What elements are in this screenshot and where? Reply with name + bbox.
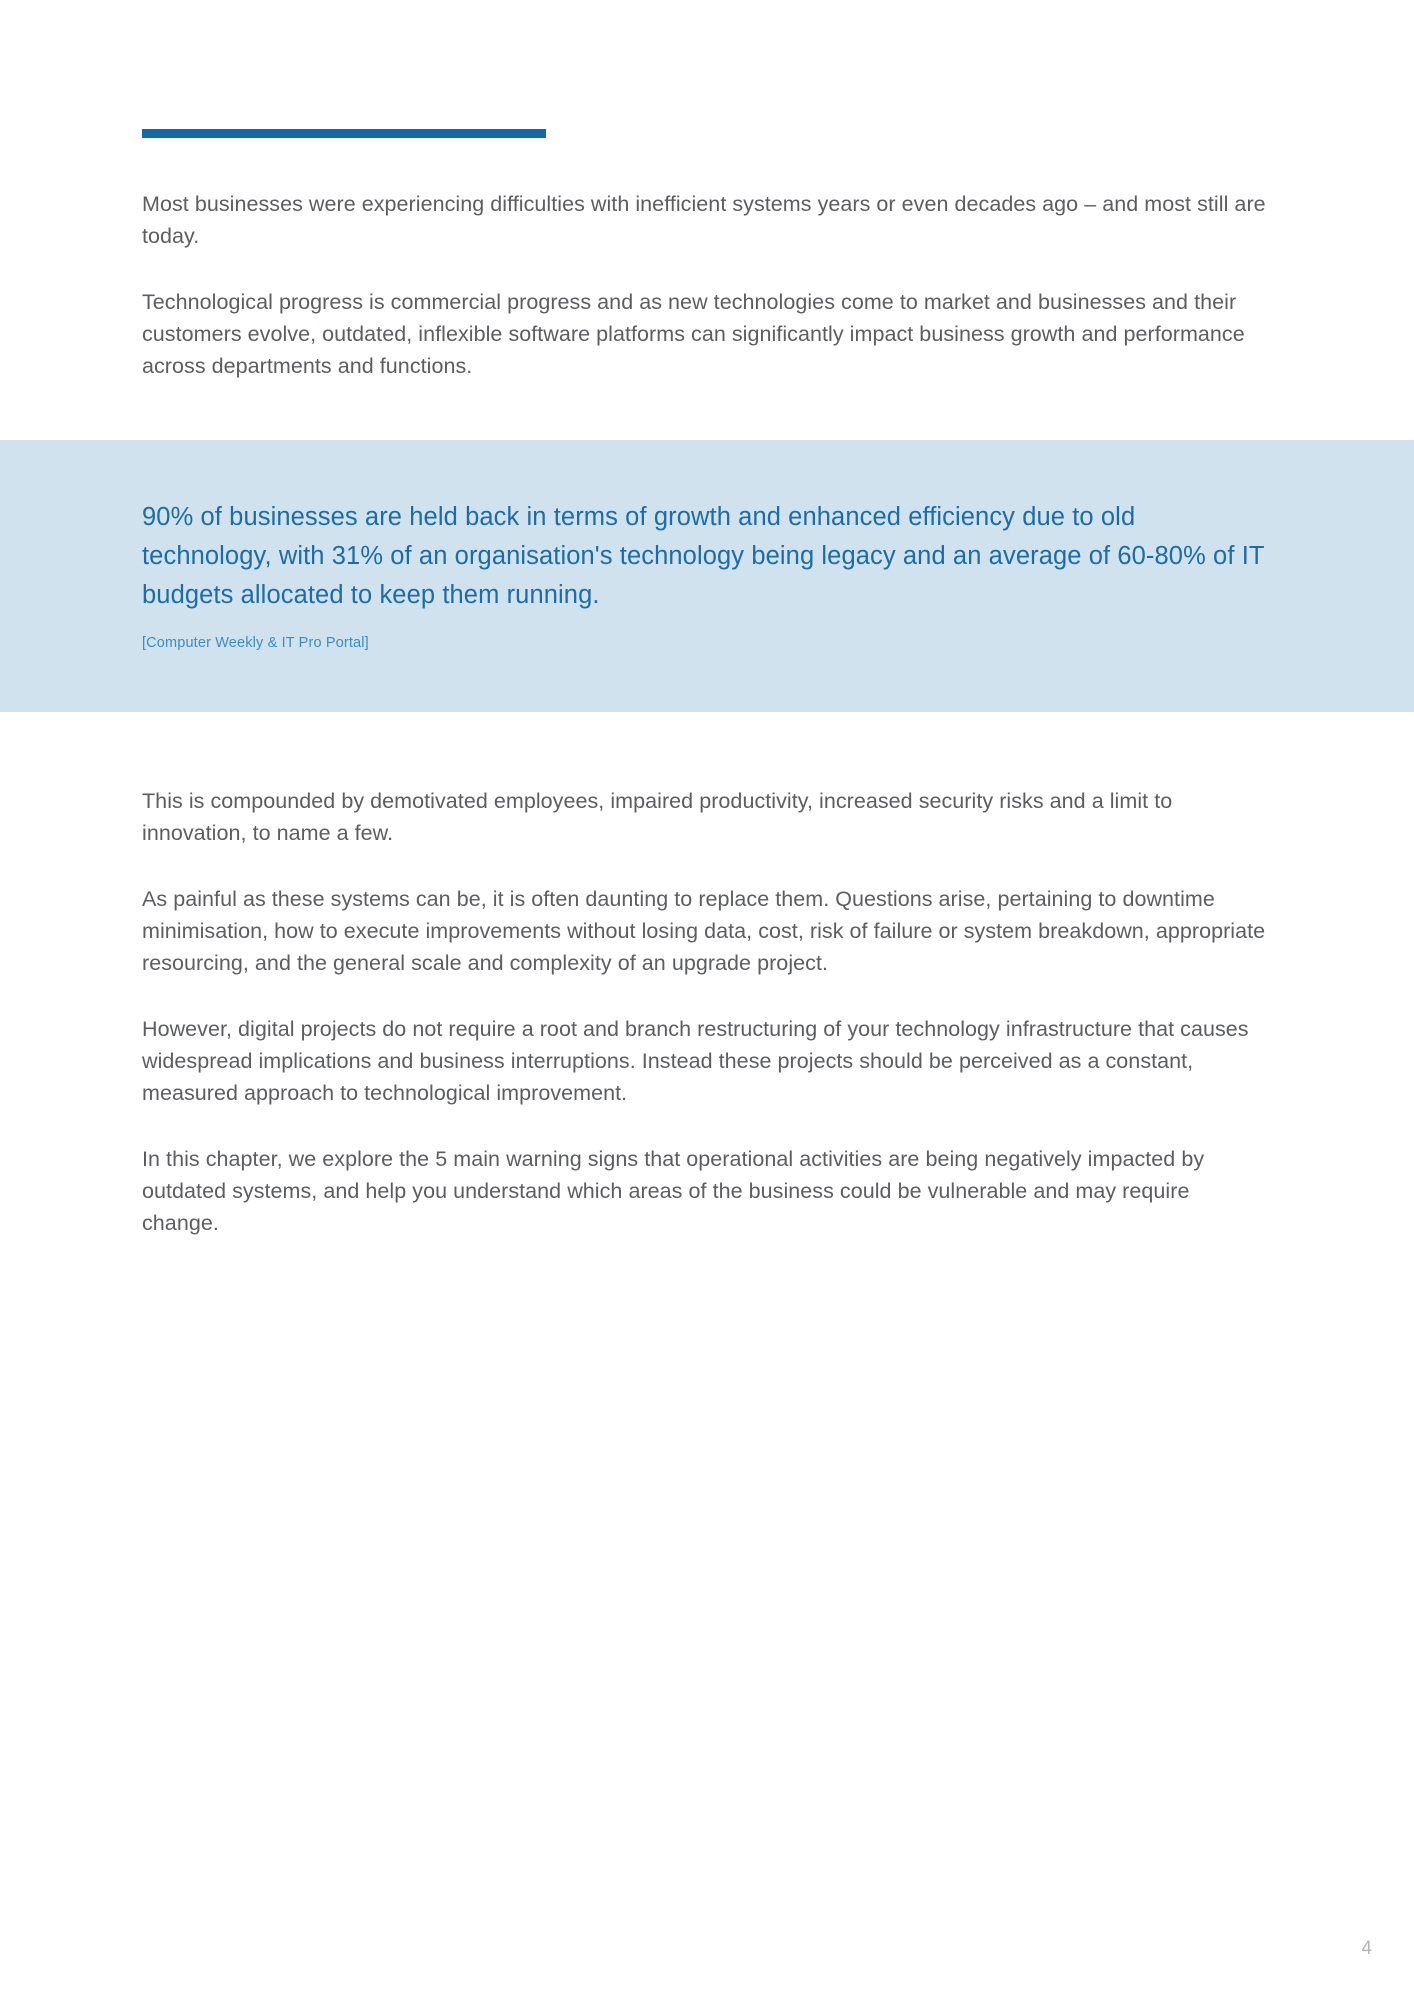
highlight-quote-band bbox=[0, 440, 1414, 712]
body-paragraph-2: As painful as these systems can be, it is often daunting to replace them. Questions arise, pertaining to downtime minimisation, how to execute improvements without losing data, cost, risk of failure or system breakdown, appropriate resourcing, and the general scale and complexity of an upgrade project. bbox=[142, 887, 1266, 975]
body-text-block bbox=[142, 785, 1272, 1239]
body-paragraph-4: In this chapter, we explore the 5 main warning signs that operational activities are being negatively impacted by outdated systems, and help you understand which areas of the business could be vulnerable and may require change. bbox=[142, 1147, 1205, 1235]
body-paragraph-3: However, digital projects do not require a root and branch restructuring of your technology infrastructure that causes widespread implications and business interruptions. Instead these projects should be perceived as a constant, measured approach to technological improvement. bbox=[142, 1017, 1249, 1105]
quote-content bbox=[142, 498, 1272, 653]
intro-paragraph-2: Technological progress is commercial progress and as new technologies come to market and businesses and their customers evolve, outdated, inflexible software platforms can significantly impact business growth and performance across departments and functions. bbox=[142, 290, 1245, 378]
body-paragraph-1: This is compounded by demotivated employees, impaired productivity, increased security risks and a limit to innovation, to name a few. bbox=[142, 789, 1173, 845]
accent-rule-divider bbox=[142, 129, 546, 138]
quote-source-attribution: [Computer Weekly & IT Pro Portal] bbox=[142, 635, 369, 651]
page-number: 4 bbox=[1361, 1938, 1372, 1959]
intro-paragraph-1: Most businesses were experiencing difficulties with inefficient systems years or even decades ago – and most still are today. bbox=[142, 192, 1266, 248]
quote-statistic-text: 90% of businesses are held back in terms of growth and enhanced efficiency due to old technology, with 31% of an organisation's technology being legacy and an average of 60-80% of IT budgets allocated to keep them running. bbox=[142, 503, 1265, 609]
intro-text-block bbox=[142, 188, 1270, 382]
